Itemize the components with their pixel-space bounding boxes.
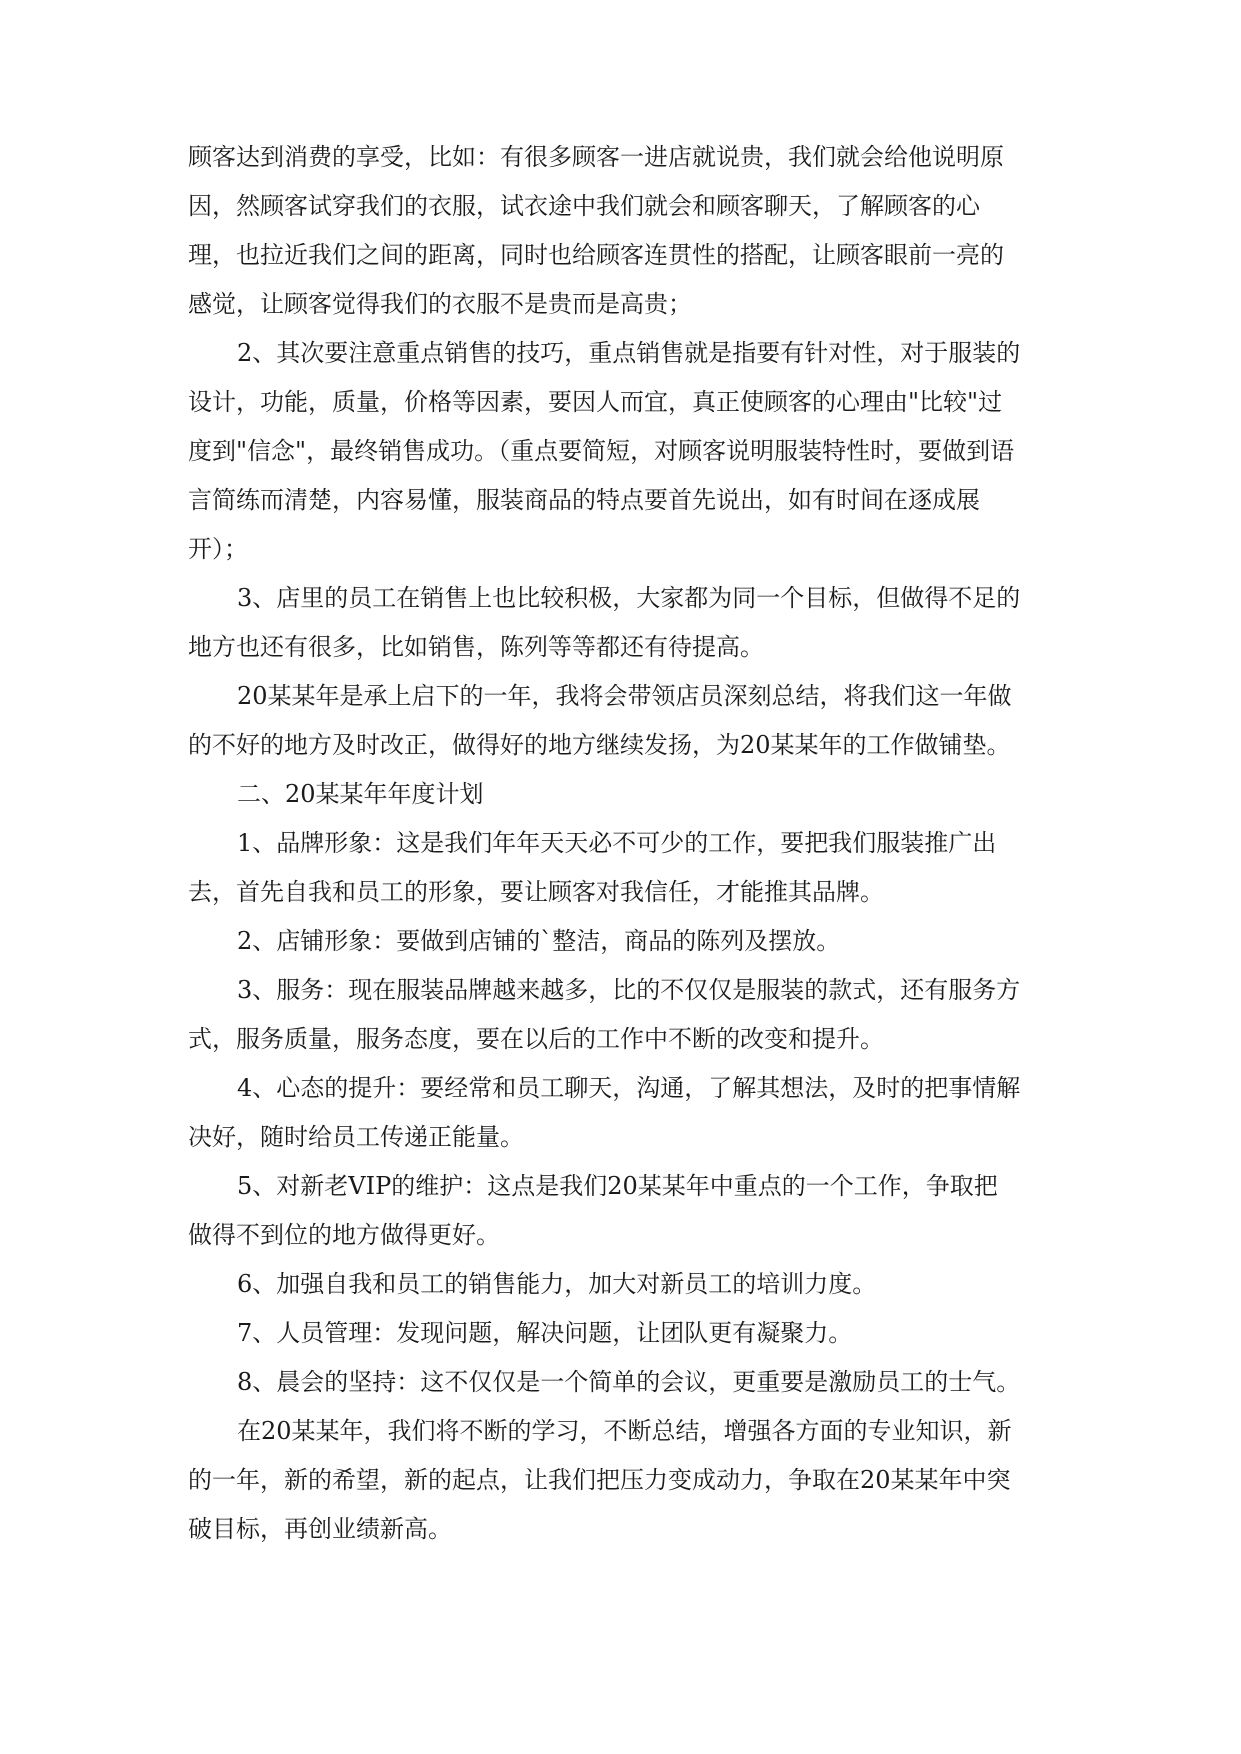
text-line: 设计，功能，质量，价格等因素，要因人而宜，真正使顾客的心理由"比较"过 [188,388,1003,416]
text-line: 2、店铺形象：要做到店铺的`整洁，商品的陈列及摆放。 [237,927,841,955]
section-heading: 二、20某某年年度计划 [237,780,484,808]
text-line: 4、心态的提升：要经常和员工聊天，沟通，了解其想法，及时的把事情解 [237,1074,1021,1102]
text-line: 3、服务：现在服装品牌越来越多，比的不仅仅是服装的款式，还有服务方 [237,976,1021,1004]
text-line: 3、店里的员工在销售上也比较积极，大家都为同一个目标，但做得不足的 [237,584,1021,612]
text-line: 1、品牌形象：这是我们年年天天必不可少的工作，要把我们服装推广出 [237,829,997,857]
text-line: 做得不到位的地方做得更好。 [188,1221,500,1249]
text-line: 理，也拉近我们之间的距离，同时也给顾客连贯性的搭配，让顾客眼前一亮的 [188,241,1004,269]
text-line: 式，服务质量，服务态度，要在以后的工作中不断的改变和提升。 [188,1025,884,1053]
text-line: 决好，随时给员工传递正能量。 [188,1123,524,1151]
text-line: 6、加强自我和员工的销售能力，加大对新员工的培训力度。 [237,1270,877,1298]
text-line: 20某某年是承上启下的一年，我将会带领店员深刻总结，将我们这一年做 [237,682,1012,710]
text-line: 的不好的地方及时改正，做得好的地方继续发扬，为20某某年的工作做铺垫。 [188,731,1011,759]
text-line: 开）； [188,535,248,563]
text-line: 地方也还有很多，比如销售，陈列等等都还有待提高。 [188,633,764,661]
text-line: 7、人员管理：发现问题，解决问题，让团队更有凝聚力。 [237,1319,853,1347]
text-line: 的一年，新的希望，新的起点，让我们把压力变成动力，争取在20某某年中突 [188,1466,1011,1494]
text-line: 因，然顾客试穿我们的衣服，试衣途中我们就会和顾客聊天，了解顾客的心 [188,192,980,220]
text-line: 顾客达到消费的享受，比如：有很多顾客一进店就说贵，我们就会给他说明原 [188,143,1004,171]
text-line: 感觉，让顾客觉得我们的衣服不是贵而是高贵； [188,290,692,318]
text-line: 破目标，再创业绩新高。 [188,1515,452,1543]
text-line: 8、晨会的坚持：这不仅仅是一个简单的会议，更重要是激励员工的士气。 [237,1368,1021,1396]
text-line: 2、其次要注意重点销售的技巧，重点销售就是指要有针对性，对于服装的 [237,339,1021,367]
text-line: 度到"信念"，最终销售成功。（重点要简短，对顾客说明服装特性时，要做到语 [188,437,1015,465]
text-line: 5、对新老VIP的维护：这点是我们20某某年中重点的一个工作，争取把 [237,1172,998,1200]
text-line: 在20某某年，我们将不断的学习，不断总结，增强各方面的专业知识，新 [237,1417,1012,1445]
text-line: 去，首先自我和员工的形象，要让顾客对我信任，才能推其品牌。 [188,878,884,906]
text-line: 言简练而清楚，内容易懂，服装商品的特点要首先说出，如有时间在逐成展 [188,486,980,514]
